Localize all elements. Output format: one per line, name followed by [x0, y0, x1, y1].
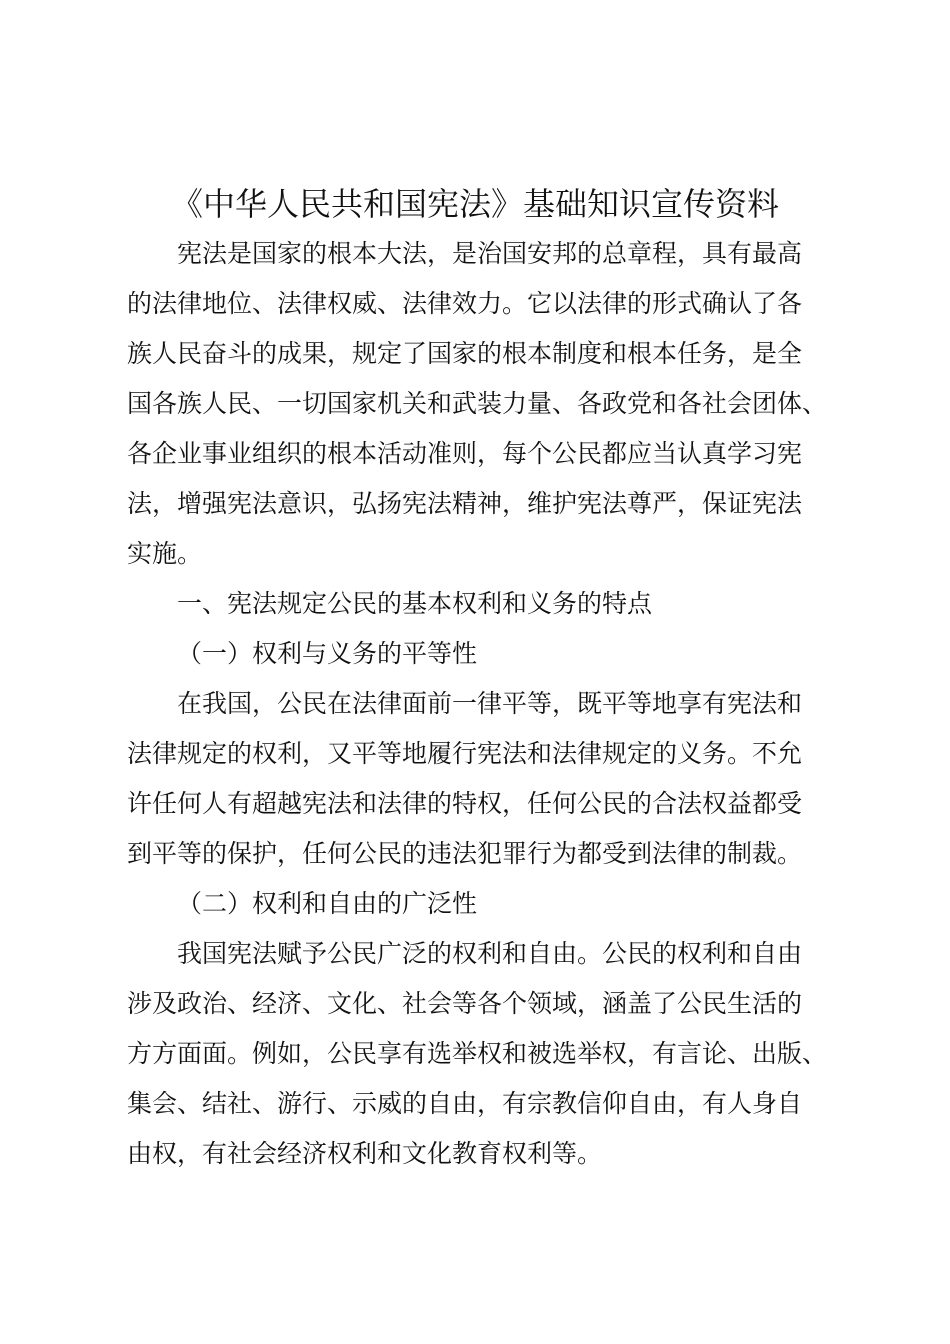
body-line: 涉及政治、经济、文化、社会等各个领域，涵盖了公民生活的	[127, 989, 803, 1018]
intro-line: 国各族人民、一切国家机关和武装力量、各政党和各社会团体、	[127, 389, 828, 418]
intro-line: 实施。	[127, 539, 203, 568]
intro-line: 族人民奋斗的成果，规定了国家的根本制度和根本任务，是全	[127, 339, 803, 368]
body-line: 我国宪法赋予公民广泛的权利和自由。公民的权利和自由	[177, 939, 803, 968]
section-heading: 一、宪法规定公民的基本权利和义务的特点	[177, 589, 653, 618]
subsection-heading: （二）权利和自由的广泛性	[177, 889, 478, 918]
intro-line: 宪法是国家的根本大法，是治国安邦的总章程，具有最高	[177, 239, 803, 268]
body-line: 在我国，公民在法律面前一律平等，既平等地享有宪法和	[177, 689, 803, 718]
subsection-heading: （一）权利与义务的平等性	[177, 639, 478, 668]
body-line: 集会、结社、游行、示威的自由，有宗教信仰自由，有人身自	[127, 1089, 803, 1118]
body-line: 到平等的保护，任何公民的违法犯罪行为都受到法律的制裁。	[127, 839, 803, 868]
intro-line: 各企业事业组织的根本活动准则，每个公民都应当认真学习宪	[127, 439, 803, 468]
body-line: 方方面面。例如，公民享有选举权和被选举权，有言论、出版、	[127, 1039, 828, 1068]
body-line: 许任何人有超越宪法和法律的特权，任何公民的合法权益都受	[127, 789, 803, 818]
body-line: 法律规定的权利，又平等地履行宪法和法律规定的义务。不允	[127, 739, 803, 768]
document-title: 《中华人民共和国宪法》基础知识宣传资料	[170, 185, 779, 223]
intro-line: 的法律地位、法律权威、法律效力。它以法律的形式确认了各	[127, 289, 803, 318]
body-line: 由权，有社会经济权利和文化教育权利等。	[127, 1139, 603, 1168]
intro-line: 法，增强宪法意识，弘扬宪法精神，维护宪法尊严，保证宪法	[127, 489, 803, 518]
